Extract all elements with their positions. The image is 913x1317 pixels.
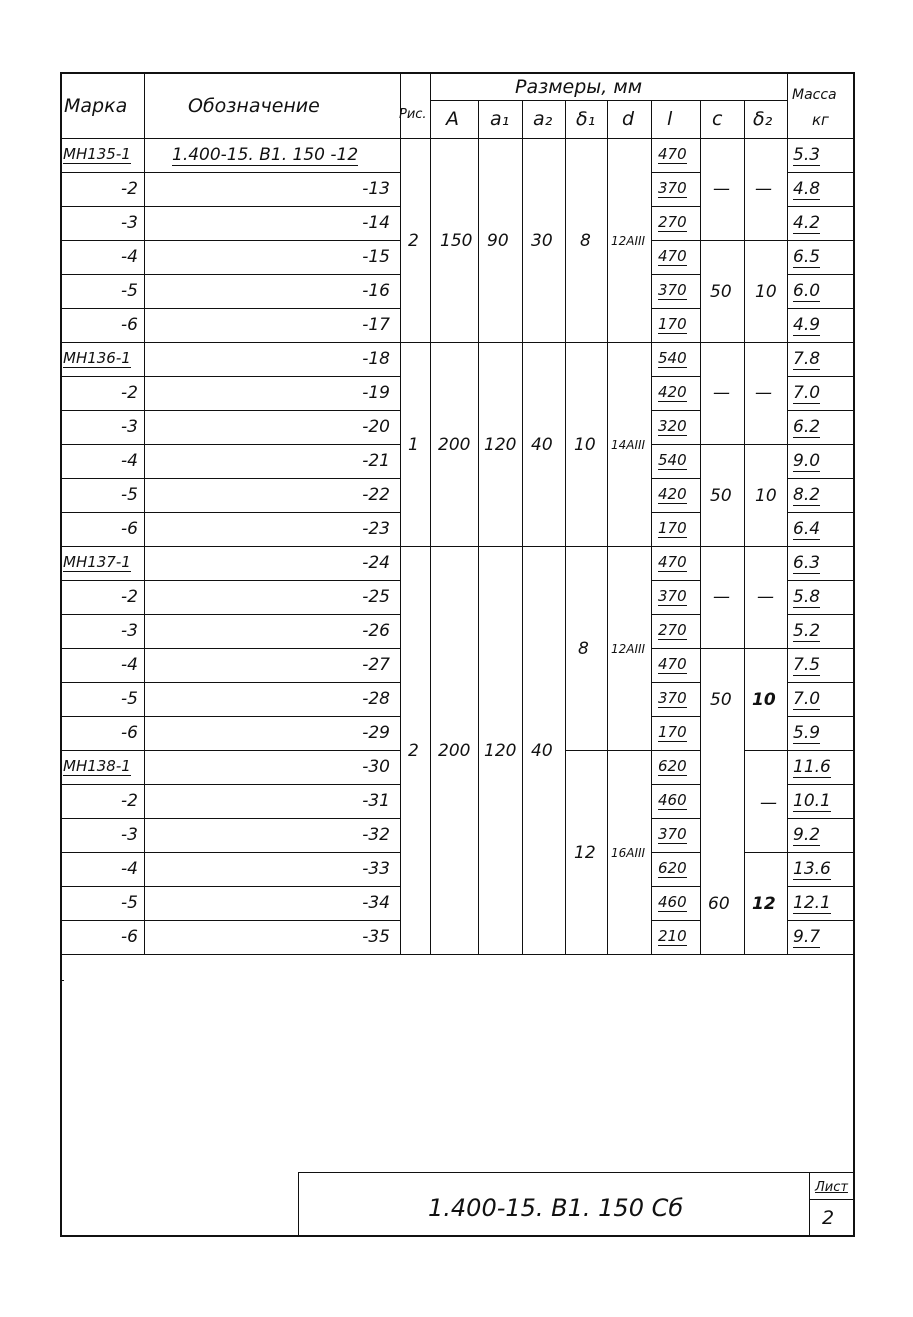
sub-line-c-delta2 (700, 648, 787, 649)
row-oboznachenie: -24 (362, 553, 390, 573)
header-sub-line (430, 100, 787, 101)
row-massa: 6.3 (793, 553, 821, 573)
group34-A: 200 (438, 741, 471, 761)
row-line-massa (787, 444, 855, 445)
row-oboznachenie: -20 (362, 417, 390, 437)
row-line-massa (787, 206, 855, 207)
group34-a1: 120 (484, 741, 517, 761)
row-line-massa (787, 274, 855, 275)
row-massa: 6.5 (793, 247, 821, 267)
header-oboznachenie: Обозначение (188, 95, 320, 117)
group2-c: 50 (710, 486, 732, 506)
group34-a2: 40 (531, 741, 553, 761)
row-massa: 7.0 (793, 689, 821, 709)
group2-A: 200 (438, 435, 471, 455)
row-line-l (651, 682, 700, 683)
row-line-massa (787, 546, 855, 547)
sub-line-c-delta2 (700, 444, 787, 445)
header-ris: Рис. (399, 107, 427, 122)
col-line-dim-1 (522, 100, 523, 954)
margin-tick (60, 980, 64, 981)
group3-delta2: 10 (752, 690, 776, 710)
row-oboznachenie: -15 (362, 247, 390, 267)
row-l: 470 (658, 247, 687, 265)
row-l: 370 (658, 825, 687, 843)
row-line-l (651, 580, 700, 581)
group3-c-dash: — (713, 587, 730, 607)
row-l: 470 (658, 145, 687, 163)
row-l: 540 (658, 349, 687, 367)
group3-c: 50 (710, 690, 732, 710)
row-massa: 9.0 (793, 451, 821, 471)
row-oboznachenie: -13 (362, 179, 390, 199)
row-massa: 7.8 (793, 349, 821, 369)
row-line-left (60, 614, 400, 615)
group1-A: 150 (440, 231, 473, 251)
row-massa: 4.2 (793, 213, 821, 233)
row-marka: -2 (121, 791, 138, 811)
group4-delta2-dash: — (760, 793, 777, 813)
row-line-l (651, 750, 700, 751)
header-massa: Масса (792, 87, 837, 103)
group4-delta2: 12 (752, 894, 776, 914)
row-marka: -3 (121, 621, 138, 641)
group3-delta1: 8 (578, 639, 589, 659)
row-marka: -4 (121, 451, 138, 471)
row-line-massa (787, 342, 855, 343)
row-line-massa (787, 716, 855, 717)
row-oboznachenie: -17 (362, 315, 390, 335)
header-razmery: Размеры, мм (515, 76, 643, 98)
group1-c-dash: — (713, 179, 730, 199)
row-oboznachenie: -14 (362, 213, 390, 233)
header-bottom-line (60, 138, 855, 139)
row-massa: 4.9 (793, 315, 821, 335)
group2-c-dash: — (713, 383, 730, 403)
col-line-oboznachenie (400, 72, 401, 954)
row-line-l (651, 614, 700, 615)
row-line-l (651, 410, 700, 411)
row-massa: 5.3 (793, 145, 821, 165)
row-marka: МН135-1 (63, 145, 131, 163)
row-line-massa (787, 580, 855, 581)
group2-delta2: 10 (755, 486, 777, 506)
row-marka: -6 (121, 723, 138, 743)
row-line-l (651, 920, 700, 921)
row-line-left (60, 444, 400, 445)
group-line (400, 546, 787, 547)
row-line-l (651, 206, 700, 207)
col-line-dim-5 (700, 100, 701, 954)
row-marka: -5 (121, 689, 138, 709)
col-line-marka (144, 72, 145, 954)
group2-d: 14АIII (611, 438, 646, 452)
row-marka: -3 (121, 417, 138, 437)
row-line-massa (787, 784, 855, 785)
col-line-ris (430, 72, 431, 954)
group-line (400, 342, 787, 343)
row-massa: 4.8 (793, 179, 821, 199)
row-oboznachenie: -22 (362, 485, 390, 505)
stamp-list-label: Лист (815, 1180, 848, 1195)
row-line-massa (787, 648, 855, 649)
row-marka: -5 (121, 485, 138, 505)
row-massa: 13.6 (793, 859, 831, 879)
row-line-left (60, 376, 400, 377)
row-line-left (60, 920, 400, 921)
row-line-massa (787, 172, 855, 173)
row-oboznachenie: -29 (362, 723, 390, 743)
row-oboznachenie: -33 (362, 859, 390, 879)
header-l: l (667, 108, 673, 130)
group1-c: 50 (710, 282, 732, 302)
row-oboznachenie: -34 (362, 893, 390, 913)
row-line-left (60, 648, 400, 649)
stamp-designation: 1.400-15. В1. 150 Сб (428, 1194, 684, 1222)
group2-delta2-dash: — (755, 383, 772, 403)
row-line-massa (787, 614, 855, 615)
row-l: 270 (658, 213, 687, 231)
row-l: 320 (658, 417, 687, 435)
col-line-dim-0 (478, 100, 479, 954)
row-marka: -2 (121, 383, 138, 403)
row-line-massa (787, 920, 855, 921)
row-marka: -6 (121, 927, 138, 947)
row-oboznachenie: -31 (362, 791, 390, 811)
col-line-dim-2 (565, 100, 566, 954)
row-massa: 7.0 (793, 383, 821, 403)
group34-ris: 2 (408, 741, 419, 761)
header-A: А (446, 108, 459, 130)
sub-line-delta2 (744, 750, 787, 751)
stamp-list-split (809, 1199, 855, 1200)
row-line-left (60, 852, 400, 853)
row-line-l (651, 716, 700, 717)
row-line-left (60, 512, 400, 513)
row-massa: 11.6 (793, 757, 831, 777)
header-d: d (622, 108, 635, 130)
row-marka: МН137-1 (63, 553, 131, 571)
row-massa: 10.1 (793, 791, 831, 811)
row-line-left (60, 274, 400, 275)
group2-a1: 120 (484, 435, 517, 455)
row-l: 540 (658, 451, 687, 469)
row-line-massa (787, 852, 855, 853)
stamp-top-line (298, 1172, 855, 1173)
row-massa: 12.1 (793, 893, 831, 913)
row-marka: -3 (121, 825, 138, 845)
row-marka: -6 (121, 519, 138, 539)
group2-ris: 1 (408, 435, 419, 455)
row-line-l (651, 784, 700, 785)
row-l: 210 (658, 927, 687, 945)
row-massa: 9.7 (793, 927, 821, 947)
group4-c: 60 (708, 894, 730, 914)
row-line-l (651, 886, 700, 887)
row-marka: -4 (121, 247, 138, 267)
row-oboznachenie: 1.400-15. В1. 150 -12 (172, 145, 359, 165)
group1-ris: 2 (408, 231, 419, 251)
row-line-massa (787, 240, 855, 241)
group2-delta1: 10 (574, 435, 596, 455)
row-line-massa (787, 410, 855, 411)
row-line-left (60, 886, 400, 887)
row-line-l (651, 852, 700, 853)
row-l: 170 (658, 723, 687, 741)
row-l: 420 (658, 485, 687, 503)
row-line-left (60, 580, 400, 581)
group1-delta2-dash: — (755, 179, 772, 199)
header-delta2: δ₂ (753, 108, 773, 130)
row-line-l (651, 240, 700, 241)
row-line-left (60, 478, 400, 479)
row-l: 620 (658, 757, 687, 775)
stamp-list-line (809, 1172, 810, 1237)
row-line-left (60, 716, 400, 717)
row-massa: 8.2 (793, 485, 821, 505)
row-line-left (60, 206, 400, 207)
header-marka: Марка (64, 95, 128, 117)
row-oboznachenie: -16 (362, 281, 390, 301)
row-l: 170 (658, 519, 687, 537)
group1-a1: 90 (487, 231, 509, 251)
row-line-left (60, 240, 400, 241)
group3-delta2-dash: — (757, 587, 774, 607)
row-line-massa (787, 750, 855, 751)
group1-a2: 30 (531, 231, 553, 251)
row-marka: -2 (121, 179, 138, 199)
row-marka: МН136-1 (63, 349, 131, 367)
stamp-left-line (298, 1172, 299, 1237)
row-oboznachenie: -32 (362, 825, 390, 845)
row-oboznachenie: -30 (362, 757, 390, 777)
row-oboznachenie: -35 (362, 927, 390, 947)
header-a1: a₁ (490, 108, 510, 130)
sub-line-c-delta2 (700, 240, 787, 241)
row-oboznachenie: -23 (362, 519, 390, 539)
row-line-left (60, 410, 400, 411)
col-line-dim-4 (651, 100, 652, 954)
row-l: 270 (658, 621, 687, 639)
row-marka: -5 (121, 281, 138, 301)
row-line-massa (787, 376, 855, 377)
col-line-dim-6 (744, 100, 745, 954)
group4-delta1: 12 (574, 843, 596, 863)
row-line-l (651, 512, 700, 513)
group1-delta2: 10 (755, 282, 777, 302)
header-massa-unit: кг (812, 111, 829, 129)
row-l: 620 (658, 859, 687, 877)
group1-d: 12АIII (611, 234, 646, 248)
row-oboznachenie: -26 (362, 621, 390, 641)
row-marka: -3 (121, 213, 138, 233)
row-oboznachenie: -25 (362, 587, 390, 607)
row-line-l (651, 274, 700, 275)
row-l: 460 (658, 893, 687, 911)
row-massa: 6.2 (793, 417, 821, 437)
row-l: 460 (658, 791, 687, 809)
row-line-massa (787, 682, 855, 683)
row-line-l (651, 648, 700, 649)
group-line-delta-d (565, 750, 651, 751)
row-oboznachenie: -18 (362, 349, 390, 369)
row-line-l (651, 376, 700, 377)
row-line-massa (787, 886, 855, 887)
row-oboznachenie: -28 (362, 689, 390, 709)
row-marka: -2 (121, 587, 138, 607)
sub-line-delta2 (744, 852, 787, 853)
row-marka: -6 (121, 315, 138, 335)
row-marka: -4 (121, 655, 138, 675)
row-l: 470 (658, 655, 687, 673)
group1-delta1: 8 (580, 231, 591, 251)
row-line-left (60, 784, 400, 785)
row-massa: 7.5 (793, 655, 821, 675)
row-line-left (60, 172, 400, 173)
group4-d: 16АIII (611, 846, 646, 860)
row-line-massa (787, 512, 855, 513)
row-marka: -5 (121, 893, 138, 913)
row-massa: 5.9 (793, 723, 821, 743)
row-marka: -4 (121, 859, 138, 879)
row-line-left (60, 308, 400, 309)
row-massa: 5.8 (793, 587, 821, 607)
header-delta1: δ₁ (576, 108, 596, 130)
row-l: 420 (658, 383, 687, 401)
row-line-massa (787, 818, 855, 819)
row-line-left (60, 682, 400, 683)
col-line-dim-3 (607, 100, 608, 954)
row-oboznachenie: -19 (362, 383, 390, 403)
row-line-l (651, 308, 700, 309)
group2-a2: 40 (531, 435, 553, 455)
row-line-left (60, 818, 400, 819)
row-line-left (60, 750, 400, 751)
row-line-l (651, 444, 700, 445)
group3-d: 12АIII (611, 642, 646, 656)
row-oboznachenie: -21 (362, 451, 390, 471)
row-line-l (651, 172, 700, 173)
row-line-left (60, 546, 400, 547)
row-line-massa (787, 478, 855, 479)
row-line-l (651, 478, 700, 479)
stamp-list-number: 2 (822, 1207, 835, 1229)
row-massa: 6.4 (793, 519, 821, 539)
row-l: 170 (658, 315, 687, 333)
col-line-massa (787, 72, 788, 954)
row-massa: 6.0 (793, 281, 821, 301)
row-l: 370 (658, 587, 687, 605)
row-l: 370 (658, 179, 687, 197)
table-bottom-line (60, 954, 855, 955)
row-l: 370 (658, 689, 687, 707)
header-c: c (712, 108, 723, 130)
row-oboznachenie: -27 (362, 655, 390, 675)
row-line-massa (787, 308, 855, 309)
row-line-left (60, 342, 400, 343)
row-l: 470 (658, 553, 687, 571)
row-massa: 9.2 (793, 825, 821, 845)
row-line-l (651, 818, 700, 819)
row-massa: 5.2 (793, 621, 821, 641)
row-l: 370 (658, 281, 687, 299)
header-a2: a₂ (533, 108, 553, 130)
row-marka: МН138-1 (63, 757, 131, 775)
